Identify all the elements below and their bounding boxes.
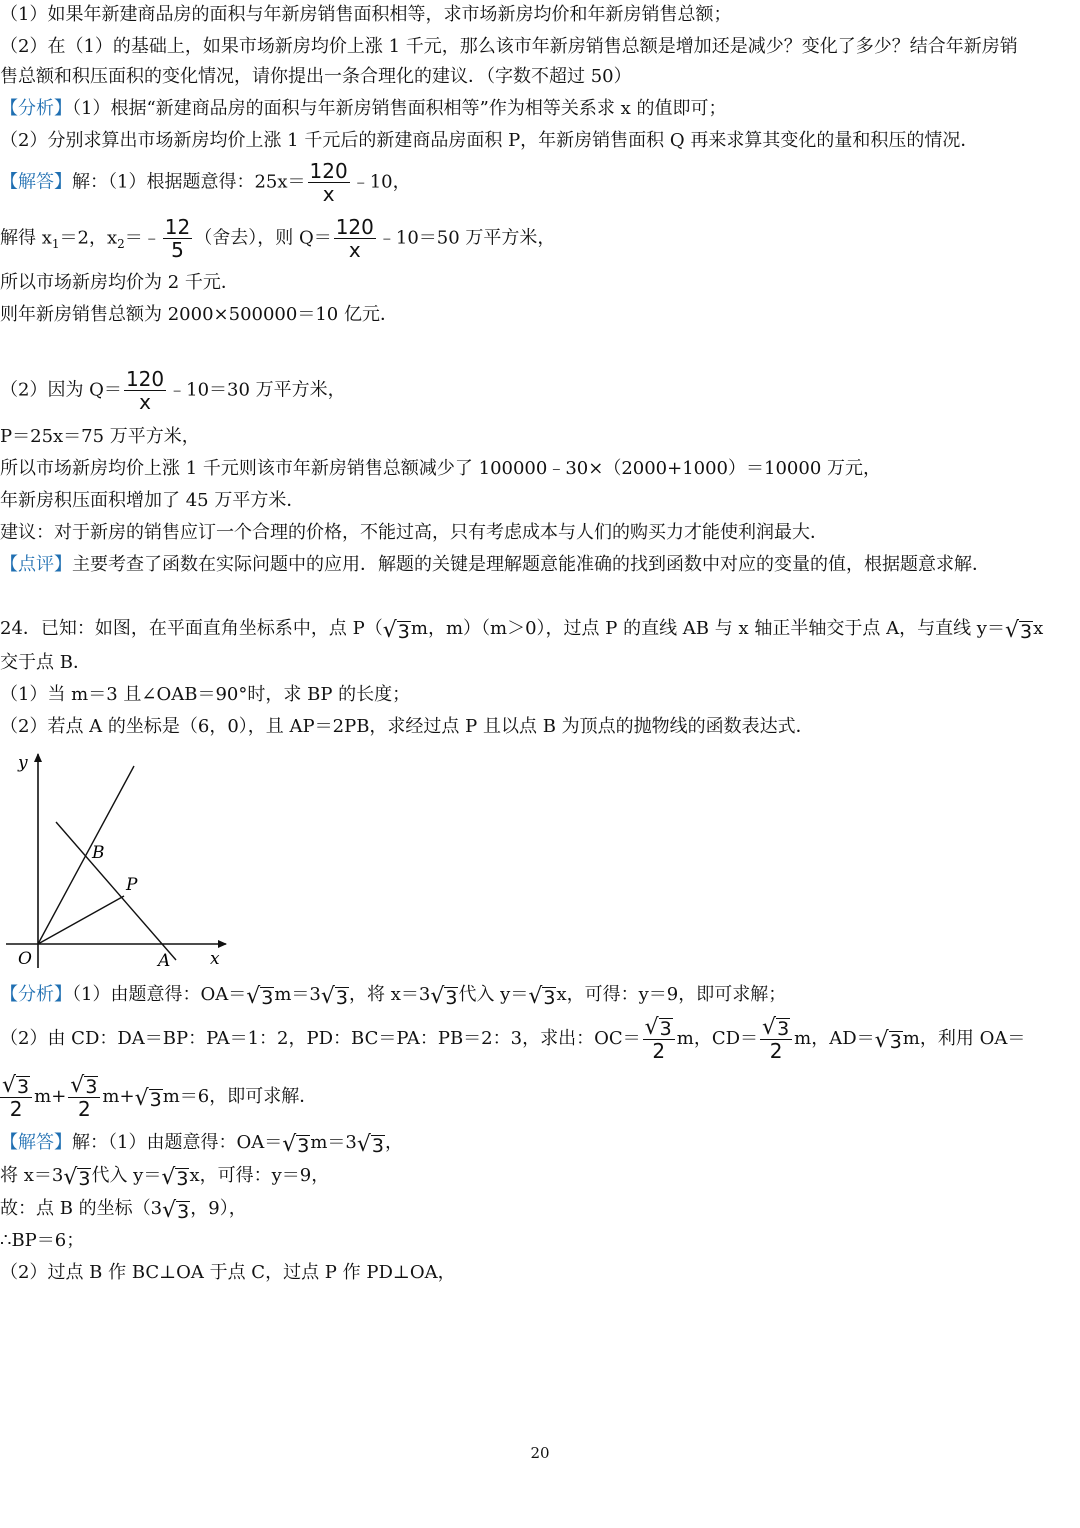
answer-intro: 解：（1）根据题意得：25x＝ xyxy=(72,171,306,193)
text: （舍去），则 Q＝ xyxy=(194,227,332,249)
radicand: 3 xyxy=(371,1135,384,1157)
text: m+ xyxy=(34,1086,67,1107)
fraction-120-over-x xyxy=(334,216,376,261)
label-b: B xyxy=(92,843,105,863)
radicand: 3 xyxy=(659,1018,672,1040)
fraction-sqrt3-over-2: √ 3 2 xyxy=(0,1074,32,1120)
q24-solution-line4: ∴BP＝6； xyxy=(0,1230,85,1251)
radicand: 3 xyxy=(177,1201,190,1223)
fraction-120-over-x xyxy=(124,368,166,413)
fraction-sqrt3-over-2: √ 3 2 xyxy=(760,1016,792,1062)
radicand: 3 xyxy=(1020,621,1033,643)
text: m＝3 xyxy=(310,1132,357,1153)
answer-line1 xyxy=(0,160,411,205)
text: m+ xyxy=(102,1086,135,1107)
denominator: 2 xyxy=(0,1097,32,1120)
text: 将 x＝3 xyxy=(0,1165,64,1186)
analysis-tag: 【分析】 xyxy=(0,984,72,1005)
question-part2-line1: （2）在（1）的基础上，如果市场新房均价上涨 1 千元，那么该市年新房销售总额是增加还是减少？变化了多少？结合年新房销 xyxy=(0,36,1018,57)
text: m，m）（m＞0），过点 P 的直线 AB 与 x 轴正半轴交于点 A，与直线 y＝ xyxy=(410,618,1005,639)
denominator: x xyxy=(308,182,350,205)
text: ﹣10＝30 万平方米， xyxy=(168,379,346,401)
label-p: P xyxy=(126,875,138,895)
fraction-12-over-5 xyxy=(163,216,192,261)
radicand: 3 xyxy=(17,1076,30,1098)
denominator: x xyxy=(124,390,166,413)
sqrt-3: √ 3 xyxy=(356,1132,384,1157)
denominator: 2 xyxy=(68,1097,100,1120)
text: 解：（1）由题意得：OA＝ xyxy=(72,1132,283,1153)
radicand: 3 xyxy=(397,621,410,643)
text: ﹣10＝50 万平方米， xyxy=(377,227,556,249)
fraction-sqrt3-over-2: √ 3 2 xyxy=(643,1016,675,1062)
sqrt-3: √ 3 xyxy=(528,984,556,1009)
answer-tail: ﹣10， xyxy=(351,171,411,193)
denominator: 2 xyxy=(760,1039,792,1062)
answer-total: 则年新房销售总额为 2000×500000＝10 亿元． xyxy=(0,304,398,325)
radicand: 3 xyxy=(777,1018,790,1040)
text: （2）因为 Q＝ xyxy=(0,379,122,401)
analysis-tag: 【分析】 xyxy=(0,98,72,119)
denominator: 2 xyxy=(643,1039,675,1062)
text: m＝6，即可求解． xyxy=(162,1086,318,1107)
radicand: 3 xyxy=(176,1168,189,1190)
radicand: 3 xyxy=(889,1031,902,1053)
answer-tag: 【解答】 xyxy=(0,171,72,193)
sqrt-3: √ 3 xyxy=(874,1028,902,1053)
line-ab xyxy=(56,822,176,960)
q24-part1: （1）当 m＝3 且∠OAB＝90°时，求 BP 的长度； xyxy=(0,684,411,705)
page-number: 20 xyxy=(530,1444,550,1462)
q24-analysis-line1 xyxy=(0,986,786,1008)
radicand: 3 xyxy=(78,1168,91,1190)
text: 解得 x xyxy=(0,227,52,249)
label-y: y xyxy=(18,753,28,773)
part2-suggestion: 建议：对于新房的销售应订一个合理的价格，不能过高，只有考虑成本与人们的购买力才能使利润最大． xyxy=(0,522,828,543)
comment-tag: 【点评】 xyxy=(0,554,72,575)
fraction-120-over-x xyxy=(308,160,350,205)
sqrt-3: √ 3 xyxy=(282,1132,310,1157)
radicand: 3 xyxy=(543,987,556,1009)
radicand: 3 xyxy=(85,1076,98,1098)
text: ＝﹣ xyxy=(124,227,161,249)
radicand: 3 xyxy=(445,987,458,1009)
denominator: x xyxy=(334,238,376,261)
q24-solution-line2 xyxy=(0,1167,329,1189)
question-part2-line2: 售总额和积压面积的变化情况，请你提出一条合理化的建议．（字数不超过 50） xyxy=(0,66,632,87)
text: x，可得：y＝9，即可求解； xyxy=(556,984,787,1005)
text: 24．已知：如图，在平面直角坐标系中，点 P（ xyxy=(0,618,383,639)
text: 代入 y＝ xyxy=(458,984,529,1005)
subscript: 2 xyxy=(117,237,125,252)
coordinate-figure xyxy=(0,748,240,973)
sqrt-3: √ 3 xyxy=(320,984,348,1009)
sqrt-3: √ 3 xyxy=(134,1086,162,1111)
radicand: 3 xyxy=(149,1089,162,1111)
sqrt-3: √ 3 xyxy=(161,1165,189,1190)
radicand: 3 xyxy=(297,1135,310,1157)
numerator: 120 xyxy=(335,215,374,239)
answer-line2 xyxy=(0,216,555,261)
text: ，9）， xyxy=(190,1198,247,1219)
q24-analysis-line2 xyxy=(0,1016,1025,1062)
sqrt-3: √ 3 xyxy=(382,618,410,643)
text: ， xyxy=(385,1132,403,1153)
q24-analysis-line3 xyxy=(0,1074,317,1120)
text: x xyxy=(1033,618,1044,639)
q24-part2: （2）若点 A 的坐标是（6，0），且 AP＝2PB，求经过点 P 且以点 B 为顶点的抛物线的函数表达式． xyxy=(0,716,814,737)
part2-p-value: P＝25x＝75 万平方米， xyxy=(0,426,200,447)
numerator: 120 xyxy=(125,367,165,391)
text: m，利用 OA＝ xyxy=(902,1028,1026,1049)
text: m，AD＝ xyxy=(794,1028,875,1049)
sqrt-3: √ 3 xyxy=(246,984,274,1009)
numerator: 12 xyxy=(164,215,191,239)
text: （1）由题意得：OA＝ xyxy=(72,984,247,1005)
part2-line1 xyxy=(0,368,346,413)
analysis-text1: （1）根据“新建商品房的面积与年新房销售面积相等”作为相等关系求 x 的值即可； xyxy=(72,98,727,119)
label-o: O xyxy=(18,949,32,969)
part2-backlog: 年新房积压面积增加了 45 万平方米． xyxy=(0,490,305,511)
text: m，CD＝ xyxy=(676,1028,759,1049)
text: ＝2，x xyxy=(59,227,118,249)
q24-stem-line1 xyxy=(0,620,1043,642)
comment-line xyxy=(0,556,990,574)
radicand: 3 xyxy=(261,987,274,1009)
comment-text: 主要考查了函数在实际问题中的应用．解题的关键是理解题意能准确的找到函数中对应的变量的值，根据题意求解． xyxy=(72,554,990,575)
q24-solution-line3 xyxy=(0,1200,247,1222)
solution-tag: 【解答】 xyxy=(0,1132,72,1153)
subscript: 1 xyxy=(51,237,60,252)
q24-solution-line1 xyxy=(0,1134,403,1156)
text: x，可得：y＝9， xyxy=(189,1165,330,1186)
sqrt-3: √ 3 xyxy=(63,1165,91,1190)
analysis-line2: （2）分别求算出市场新房均价上涨 1 千元后的新建商品房面积 P，年新房销售面积 Q 再来求算其变化的量和积压的情况． xyxy=(0,130,979,151)
text: m＝3 xyxy=(274,984,321,1005)
numerator: 120 xyxy=(309,159,348,183)
text: 故：点 B 的坐标（3 xyxy=(0,1198,163,1219)
radicand: 3 xyxy=(335,987,348,1009)
question-part1: （1）如果年新建商品房的面积与年新房销售面积相等，求市场新房均价和年新房销售总额； xyxy=(0,4,732,25)
text: （2）由 CD：DA＝BP：PA＝1：2，PD：BC＝PA：PB＝2：3，求出：OC＝ xyxy=(0,1028,641,1049)
q24-stem-line2: 交于点 B． xyxy=(0,652,91,673)
sqrt-3: √ 3 xyxy=(162,1198,190,1223)
sqrt-3: √ 3 xyxy=(430,984,458,1009)
part2-decrease: 所以市场新房均价上涨 1 千元则该市年新房销售总额减少了 100000﹣30×（2000+1000）＝10000 万元， xyxy=(0,458,881,479)
label-a: A xyxy=(158,951,171,971)
q24-solution-line5: （2）过点 B 作 BC⊥OA 于点 C，过点 P 作 PD⊥OA， xyxy=(0,1262,456,1283)
sqrt-3: √ 3 xyxy=(1004,618,1033,643)
denominator: 5 xyxy=(163,238,192,261)
answer-price: 所以市场新房均价为 2 千元． xyxy=(0,272,239,293)
text: ，将 x＝3 xyxy=(349,984,431,1005)
text: 代入 y＝ xyxy=(91,1165,162,1186)
label-x: x xyxy=(210,949,220,969)
fraction-sqrt3-over-2: √ 3 2 xyxy=(68,1074,100,1120)
analysis-line1 xyxy=(0,100,726,118)
